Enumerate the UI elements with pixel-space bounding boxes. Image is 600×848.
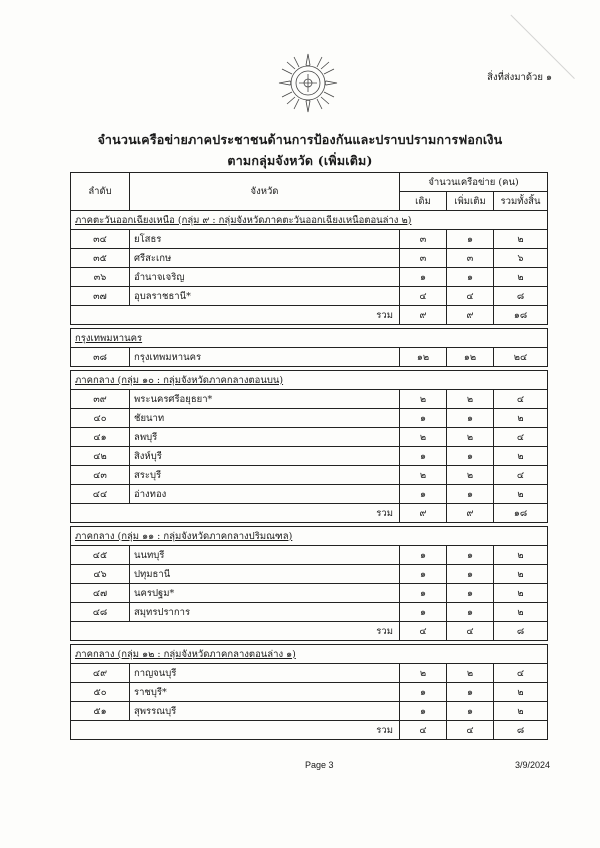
row-existing: ๒ <box>400 428 447 447</box>
table-row <box>71 348 548 367</box>
region-row <box>71 211 548 230</box>
row-added: ๑ <box>447 268 494 287</box>
table-row <box>71 565 548 584</box>
row-province: อ่างทอง <box>130 485 400 504</box>
row-province: ชัยนาท <box>130 409 400 428</box>
row-no: ๔๙ <box>71 664 130 683</box>
sum-row <box>71 504 548 523</box>
print-date: 3/9/2024 <box>514 760 550 770</box>
row-existing: ๒ <box>400 390 447 409</box>
sum-existing: ๙ <box>400 306 447 325</box>
row-added: ๑ <box>447 546 494 565</box>
sum-added: ๙ <box>447 306 494 325</box>
row-added: ๑ <box>447 485 494 504</box>
row-no: ๔๒ <box>71 447 130 466</box>
row-total: ๒ <box>494 565 548 584</box>
table-row <box>71 390 548 409</box>
sum-total: ๘ <box>494 721 548 740</box>
row-added: ๑ <box>447 603 494 622</box>
table-row <box>71 683 548 702</box>
row-province: พระนครศรีอยุธยา* <box>130 390 400 409</box>
row-total: ๒ <box>494 485 548 504</box>
table-body <box>71 211 548 740</box>
table-row <box>71 702 548 721</box>
row-added: ๑ <box>447 702 494 721</box>
region-row <box>71 371 548 390</box>
table-row <box>71 428 548 447</box>
row-province: อุบลราชธานี* <box>130 287 400 306</box>
sum-existing: ๙ <box>400 504 447 523</box>
row-province: ปทุมธานี <box>130 565 400 584</box>
region-label: กรุงเทพมหานคร <box>71 329 548 348</box>
row-added: ๔ <box>447 287 494 306</box>
row-added: ๑ <box>447 683 494 702</box>
row-existing: ๑ <box>400 565 447 584</box>
page-subtitle: ตามกลุ่มจังหวัด (เพิ่มเติม) <box>227 153 373 168</box>
row-province: ลพบุรี <box>130 428 400 447</box>
row-existing: ๑ <box>400 409 447 428</box>
row-no: ๔๕ <box>71 546 130 565</box>
header-existing: เดิม <box>400 192 447 211</box>
attachment-label: สิ่งที่ส่งมาด้วย ๑ <box>487 72 552 83</box>
region-label: ภาคตะวันออกเฉียงเหนือ (กลุ่ม ๙ : กลุ่มจังหวัดภาคตะวันออกเฉียงเหนือตอนล่าง ๒) <box>71 211 548 230</box>
sum-added: ๙ <box>447 504 494 523</box>
table-row <box>71 409 548 428</box>
row-total: ๒ <box>494 683 548 702</box>
row-no: ๔๘ <box>71 603 130 622</box>
row-added: ๒ <box>447 664 494 683</box>
sum-row <box>71 622 548 641</box>
sum-existing: ๔ <box>400 721 447 740</box>
row-existing: ๑ <box>400 683 447 702</box>
page-title: จำนวนเครือข่ายภาคประชาชนด้านการป้องกันและปราบปรามการฟอกเงิน <box>97 132 503 147</box>
row-existing: ๑๒ <box>400 348 447 367</box>
row-existing: ๑ <box>400 546 447 565</box>
header-no: ลำดับ <box>71 173 130 211</box>
row-total: ๒ <box>494 603 548 622</box>
sum-row <box>71 306 548 325</box>
sum-added: ๔ <box>447 622 494 641</box>
table-row <box>71 287 548 306</box>
row-added: ๑ <box>447 409 494 428</box>
table-row <box>71 584 548 603</box>
row-province: ศรีสะเกษ <box>130 249 400 268</box>
row-added: ๑๒ <box>447 348 494 367</box>
row-total: ๒ <box>494 702 548 721</box>
region-row <box>71 329 548 348</box>
row-existing: ๔ <box>400 287 447 306</box>
header-network: จำนวนเครือข่าย (คน) <box>400 173 548 192</box>
table-row <box>71 268 548 287</box>
table-row <box>71 603 548 622</box>
row-added: ๑ <box>447 584 494 603</box>
page-number: Page 3 <box>305 760 334 770</box>
row-no: ๓๖ <box>71 268 130 287</box>
row-added: ๑ <box>447 447 494 466</box>
row-province: อำนาจเจริญ <box>130 268 400 287</box>
region-row <box>71 527 548 546</box>
row-total: ๒ <box>494 268 548 287</box>
row-total: ๒๔ <box>494 348 548 367</box>
row-added: ๑ <box>447 230 494 249</box>
row-existing: ๑ <box>400 485 447 504</box>
row-existing: ๑ <box>400 268 447 287</box>
row-province: สมุทรปราการ <box>130 603 400 622</box>
row-existing: ๑ <box>400 447 447 466</box>
row-total: ๒ <box>494 546 548 565</box>
sum-total: ๑๘ <box>494 504 548 523</box>
sum-label: รวม <box>71 622 400 641</box>
row-no: ๔๑ <box>71 428 130 447</box>
row-existing: ๒ <box>400 664 447 683</box>
row-no: ๓๘ <box>71 348 130 367</box>
sum-label: รวม <box>71 504 400 523</box>
row-total: ๔ <box>494 390 548 409</box>
row-no: ๓๕ <box>71 249 130 268</box>
scan-edge-line <box>511 0 600 79</box>
sum-total: ๘ <box>494 622 548 641</box>
table-row <box>71 447 548 466</box>
row-existing: ๓ <box>400 249 447 268</box>
row-total: ๖ <box>494 249 548 268</box>
table-row <box>71 664 548 683</box>
row-added: ๒ <box>447 390 494 409</box>
row-total: ๒ <box>494 447 548 466</box>
row-no: ๓๗ <box>71 287 130 306</box>
row-total: ๒ <box>494 584 548 603</box>
row-province: นนทบุรี <box>130 546 400 565</box>
table-row <box>71 485 548 504</box>
row-total: ๔ <box>494 466 548 485</box>
header-total: รวมทั้งสิ้น <box>494 192 548 211</box>
header-added: เพิ่มเติม <box>447 192 494 211</box>
sum-label: รวม <box>71 721 400 740</box>
sum-row <box>71 721 548 740</box>
row-total: ๒ <box>494 409 548 428</box>
row-no: ๔๖ <box>71 565 130 584</box>
header-province: จังหวัด <box>130 173 400 211</box>
row-total: ๔ <box>494 428 548 447</box>
region-label: ภาคกลาง (กลุ่ม ๑๒ : กลุ่มจังหวัดภาคกลางตอนล่าง ๑) <box>71 645 548 664</box>
row-added: ๓ <box>447 249 494 268</box>
row-province: กรุงเทพมหานคร <box>130 348 400 367</box>
row-province: สระบุรี <box>130 466 400 485</box>
row-province: สิงห์บุรี <box>130 447 400 466</box>
row-existing: ๓ <box>400 230 447 249</box>
sum-label: รวม <box>71 306 400 325</box>
table-row <box>71 546 548 565</box>
row-province: นครปฐม* <box>130 584 400 603</box>
row-existing: ๑ <box>400 702 447 721</box>
row-total: ๔ <box>494 664 548 683</box>
table-row <box>71 466 548 485</box>
row-existing: ๑ <box>400 603 447 622</box>
row-total: ๒ <box>494 230 548 249</box>
region-label: ภาคกลาง (กลุ่ม ๑๑ : กลุ่มจังหวัดภาคกลางปริมณฑล) <box>71 527 548 546</box>
row-province: ยโสธร <box>130 230 400 249</box>
sum-added: ๔ <box>447 721 494 740</box>
row-no: ๓๙ <box>71 390 130 409</box>
row-no: ๔๔ <box>71 485 130 504</box>
row-no: ๕๑ <box>71 702 130 721</box>
row-province: กาญจนบุรี <box>130 664 400 683</box>
sum-existing: ๔ <box>400 622 447 641</box>
row-existing: ๑ <box>400 584 447 603</box>
emblem-seal-icon <box>277 52 339 114</box>
region-row <box>71 645 548 664</box>
region-label: ภาคกลาง (กลุ่ม ๑๐ : กลุ่มจังหวัดภาคกลางตอนบน) <box>71 371 548 390</box>
table-row <box>71 249 548 268</box>
row-province: ราชบุรี* <box>130 683 400 702</box>
row-no: ๔๗ <box>71 584 130 603</box>
row-no: ๕๐ <box>71 683 130 702</box>
row-added: ๒ <box>447 466 494 485</box>
row-existing: ๒ <box>400 466 447 485</box>
row-added: ๒ <box>447 428 494 447</box>
row-province: สุพรรณบุรี <box>130 702 400 721</box>
row-added: ๑ <box>447 565 494 584</box>
table-row <box>71 230 548 249</box>
row-no: ๔๓ <box>71 466 130 485</box>
row-total: ๘ <box>494 287 548 306</box>
network-table <box>70 172 548 740</box>
sum-total: ๑๘ <box>494 306 548 325</box>
row-no: ๓๔ <box>71 230 130 249</box>
row-no: ๔๐ <box>71 409 130 428</box>
